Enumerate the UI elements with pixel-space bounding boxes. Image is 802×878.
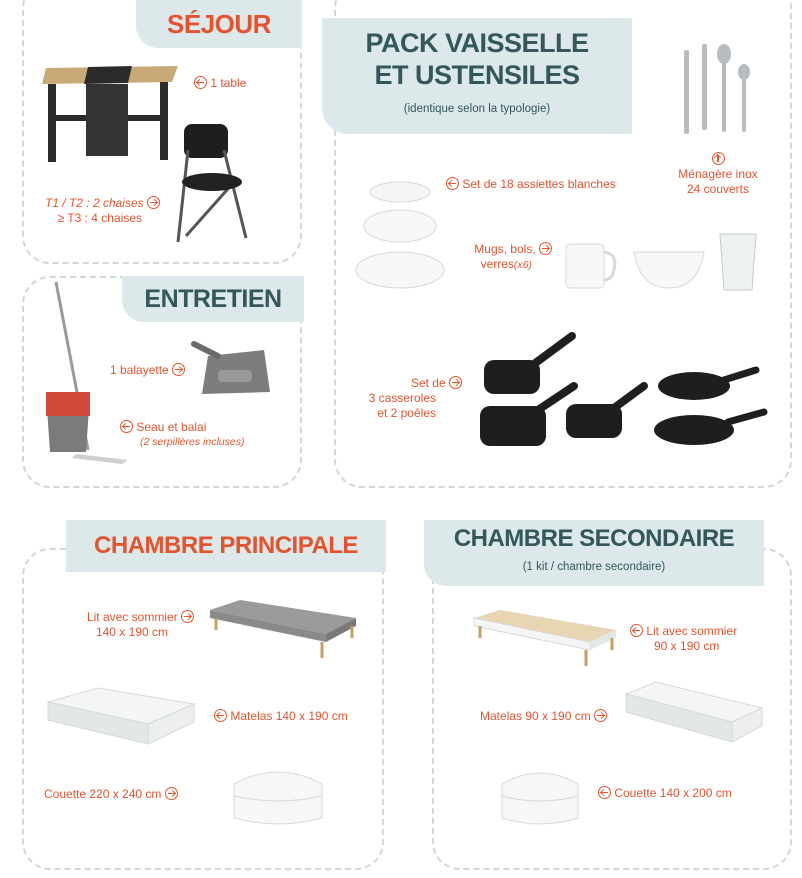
mattress-small-image	[622, 680, 764, 750]
matelas-principal-label	[214, 709, 348, 724]
arrow-circle-left-icon	[214, 709, 227, 722]
dustpan-image	[188, 340, 278, 402]
mug-bowl-glass-image	[560, 228, 760, 298]
matelas-secondaire-text: Matelas 90 x 190 cm	[480, 709, 591, 723]
duvet-small-image	[498, 766, 582, 826]
menagere-label	[666, 152, 770, 197]
arrow-circle-right-icon	[165, 787, 178, 800]
arrow-circle-right-icon	[181, 610, 194, 623]
vaisselle-subtitle: (identique selon la typologie)	[403, 103, 551, 115]
sejour-title: SÉJOUR	[136, 0, 302, 48]
mugs-line2: verres	[480, 257, 514, 271]
couette-principal-label	[44, 787, 178, 802]
mugs-line1: Mugs, bols,	[474, 242, 536, 256]
chambre-secondaire-subtitle: (1 kit / chambre secondaire)	[522, 561, 666, 573]
plates-image	[354, 172, 446, 300]
chambre-secondaire-title	[424, 520, 764, 586]
bed-frame-small-image	[470, 610, 620, 674]
seau-text: Seau et balai	[136, 420, 207, 434]
matelas-principal-text: Matelas 140 x 190 cm	[230, 709, 348, 723]
vaisselle-title	[322, 18, 632, 134]
assiettes-label	[446, 177, 616, 192]
arrow-circle-right-icon	[594, 709, 607, 722]
chairs-line1: T1 / T2 : 2 chaises	[44, 196, 144, 210]
couette-secondaire-text: Couette 140 x 200 cm	[614, 786, 732, 800]
folding-chair-image	[172, 120, 252, 245]
seau-note: (2 serpillères incluses)	[140, 436, 245, 448]
chambre-secondaire-title-text: CHAMBRE SECONDAIRE	[453, 525, 735, 552]
arrow-circle-left-icon	[120, 420, 133, 433]
mattress-large-image	[44, 686, 196, 750]
arrow-circle-right-icon	[147, 196, 160, 209]
arrow-circle-right-icon	[539, 242, 552, 255]
casseroles-label	[352, 376, 462, 421]
chairs-label	[40, 196, 160, 226]
chairs-line2: ≥ T3 : 4 chaises	[57, 211, 142, 225]
menagere-line2: 24 couverts	[686, 182, 750, 196]
lit-principal-line1: Lit avec sommier	[86, 610, 178, 624]
lit-secondaire-label	[630, 624, 737, 654]
lit-principal-label	[44, 610, 194, 640]
seau-label	[120, 420, 244, 450]
lit-secondaire-line2: 90 x 190 cm	[654, 639, 720, 653]
entretien-title: ENTRETIEN	[122, 276, 304, 322]
arrow-circle-up-icon	[712, 152, 725, 165]
table-label	[194, 76, 246, 91]
table-text: 1 table	[210, 76, 247, 90]
couette-secondaire-label	[598, 786, 732, 801]
chambre-principale-title: CHAMBRE PRINCIPALE	[66, 520, 386, 572]
folding-table-image	[40, 60, 180, 165]
casseroles-line3: et 2 poêles	[377, 406, 436, 420]
casseroles-line1: Set de	[410, 376, 446, 390]
assiettes-text: Set de 18 assiettes blanches	[462, 177, 616, 191]
casseroles-line2: 3 casseroles	[368, 391, 436, 405]
vaisselle-title-line2: ET USTENSILES	[374, 60, 580, 90]
arrow-circle-right-icon	[449, 376, 462, 389]
menagere-line1: Ménagère inox	[678, 167, 758, 181]
couette-principal-text: Couette 220 x 240 cm	[44, 787, 162, 801]
mugs-qty: (x6)	[513, 259, 532, 271]
balayette-text: 1 balayette	[110, 363, 169, 377]
balayette-label	[110, 363, 185, 378]
lit-secondaire-line1: Lit avec sommier	[646, 624, 738, 638]
lit-principal-line2: 140 x 190 cm	[95, 625, 168, 639]
arrow-circle-left-icon	[630, 624, 643, 637]
vaisselle-title-line1: PACK VAISSELLE	[365, 28, 589, 58]
bed-frame-large-image	[206, 600, 358, 664]
arrow-circle-right-icon	[172, 363, 185, 376]
arrow-circle-left-icon	[194, 76, 207, 89]
duvet-large-image	[228, 766, 328, 826]
arrow-circle-left-icon	[598, 786, 611, 799]
mugs-label	[446, 242, 552, 273]
cutlery-image	[676, 40, 756, 136]
arrow-circle-left-icon	[446, 177, 459, 190]
pans-image	[476, 330, 776, 460]
matelas-secondaire-label	[480, 709, 607, 724]
